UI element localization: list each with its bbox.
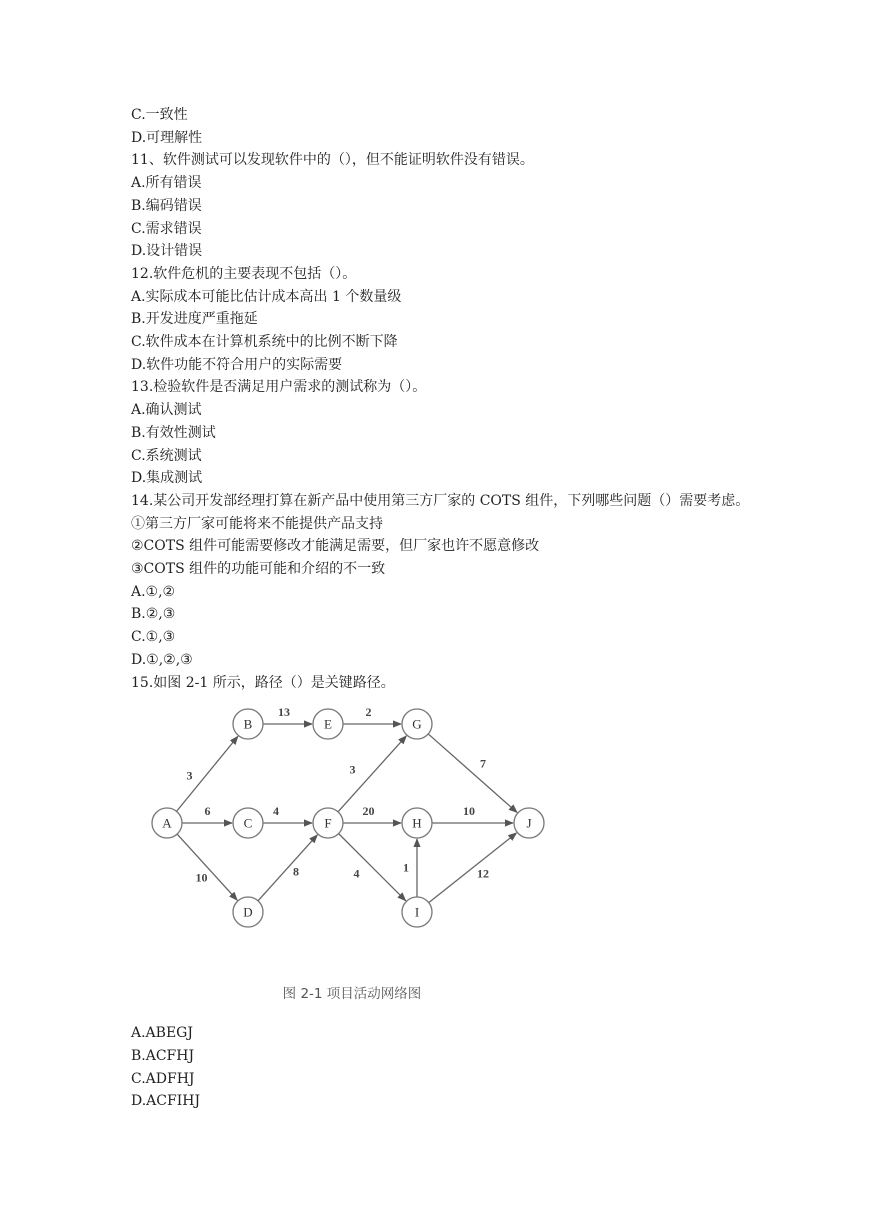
edge-label-A-C: 6 bbox=[204, 804, 211, 819]
node-label: C bbox=[243, 815, 253, 831]
question-14-stem: 14.某公司开发部经理打算在新产品中使用第三方厂家的 COTS 组件，下列哪些问题（）需要考虑。 bbox=[131, 492, 750, 509]
edge-label-I-H: 1 bbox=[403, 860, 409, 875]
edge-label-E-G: 2 bbox=[365, 705, 372, 720]
network-diagram-figure bbox=[137, 700, 567, 1003]
question-14-item: B.②,③ bbox=[131, 606, 176, 623]
text-line: D.可理解性 bbox=[131, 129, 203, 146]
text-line: B.有效性测试 bbox=[131, 424, 216, 441]
edge-I-J bbox=[429, 833, 517, 903]
edge-label-H-J: 10 bbox=[463, 804, 475, 819]
text-line: C.一致性 bbox=[131, 107, 188, 123]
question-15-stem: 15.如图 2-1 所示，路径（）是关键路径。 bbox=[131, 674, 395, 691]
node-B bbox=[233, 709, 263, 739]
question-14-items bbox=[131, 513, 751, 672]
question-15-option: A.ABEGJ bbox=[131, 1025, 193, 1042]
node-label: J bbox=[526, 815, 532, 831]
edge-label-D-F: 8 bbox=[293, 864, 299, 879]
edge-label-C-F: 4 bbox=[273, 804, 279, 819]
question-15-option: B.ACFHJ bbox=[131, 1047, 195, 1064]
text-line: A.所有错误 bbox=[131, 175, 202, 192]
edge-label-F-H: 20 bbox=[362, 804, 375, 819]
question-14-item: D.①,②,③ bbox=[131, 651, 193, 668]
text-line: C.需求错误 bbox=[131, 220, 202, 237]
node-label: G bbox=[412, 716, 422, 732]
node-label: E bbox=[324, 716, 332, 732]
node-label: A bbox=[162, 815, 172, 831]
question-14-item: ①第三方厂家可能将来不能提供产品支持 bbox=[131, 515, 383, 532]
text-line: D.集成测试 bbox=[131, 470, 203, 487]
edge-G-J bbox=[428, 734, 517, 812]
text-line: A.确认测试 bbox=[131, 402, 202, 419]
node-J bbox=[514, 808, 544, 838]
node-D bbox=[233, 897, 263, 927]
node-F bbox=[313, 808, 343, 838]
edge-F-G bbox=[338, 736, 406, 812]
question-14-item: ②COTS 组件可能需要修改才能满足需要，但厂家也许不愿意修改 bbox=[131, 538, 540, 555]
text-line: 12.软件危机的主要表现不包括（）。 bbox=[131, 265, 357, 282]
text-line: C.系统测试 bbox=[131, 447, 202, 464]
node-G bbox=[402, 709, 432, 739]
edge-F-I bbox=[339, 834, 406, 901]
questions-10-13 bbox=[131, 104, 751, 490]
edge-label-B-E: 13 bbox=[278, 705, 290, 720]
text-line: B.开发进度严重拖延 bbox=[131, 311, 258, 328]
question-15-option: D.ACFIHJ bbox=[131, 1093, 201, 1110]
edge-label-A-B: 3 bbox=[186, 768, 193, 783]
edge-D-F bbox=[258, 835, 317, 901]
text-line: A.实际成本可能比估计成本高出 1 个数量级 bbox=[131, 288, 402, 305]
node-I bbox=[402, 897, 432, 927]
question-14-item: C.①,③ bbox=[131, 629, 176, 646]
node-C bbox=[233, 808, 263, 838]
figure-caption: 图 2-1 项目活动网络图 bbox=[282, 986, 422, 1003]
question-15-option: C.ADFHJ bbox=[131, 1070, 195, 1087]
edge-label-F-I: 4 bbox=[353, 866, 360, 881]
text-line: D.软件功能不符合用户的实际需要 bbox=[131, 356, 343, 373]
question-14-item: ③COTS 组件的功能可能和介绍的不一致 bbox=[131, 561, 386, 578]
node-label: B bbox=[243, 716, 253, 732]
text-line: C.软件成本在计算机系统中的比例不断下降 bbox=[131, 334, 398, 351]
text-line: 11、软件测试可以发现软件中的（），但不能证明软件没有错误。 bbox=[131, 152, 534, 169]
question-14-item: A.①,② bbox=[131, 583, 176, 600]
edge-label-F-G: 3 bbox=[349, 762, 356, 777]
node-label: D bbox=[243, 904, 253, 920]
edge-label-G-J: 7 bbox=[480, 756, 486, 771]
node-A bbox=[152, 808, 182, 838]
node-H bbox=[402, 808, 432, 838]
node-label: F bbox=[324, 815, 332, 831]
node-label: I bbox=[414, 904, 420, 920]
text-line: B.编码错误 bbox=[131, 197, 202, 214]
node-E bbox=[313, 709, 343, 739]
edge-label-I-J: 12 bbox=[477, 866, 489, 881]
edge-label-A-D: 10 bbox=[195, 870, 208, 885]
network-diagram bbox=[137, 700, 567, 970]
document-page bbox=[131, 104, 751, 1113]
text-line: D.设计错误 bbox=[131, 243, 203, 260]
question-15-options bbox=[131, 1022, 751, 1113]
edge-A-D bbox=[177, 834, 237, 900]
text-line: 13.检验软件是否满足用户需求的测试称为（）。 bbox=[131, 379, 427, 396]
node-label: H bbox=[412, 815, 422, 831]
